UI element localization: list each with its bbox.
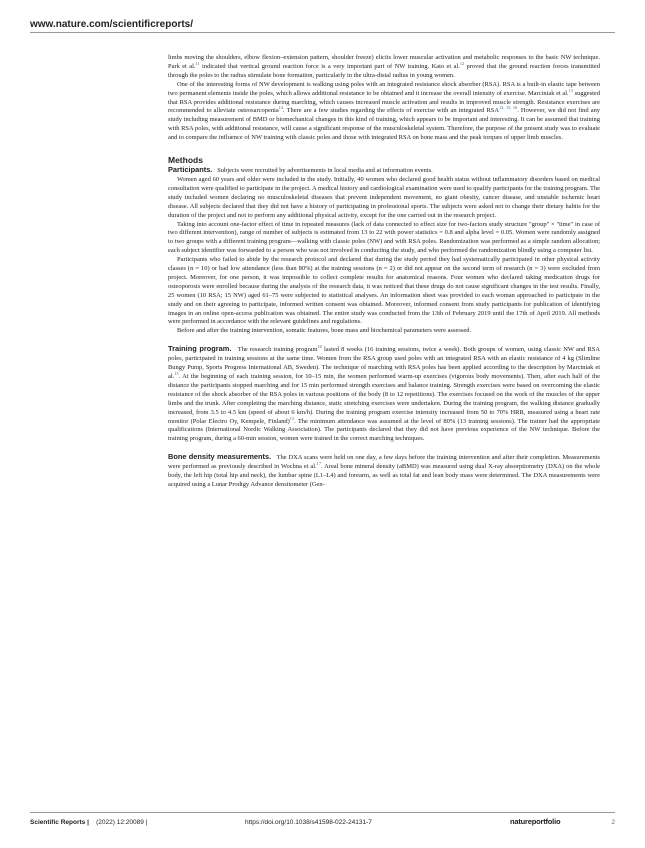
citation-link[interactable]: 11 xyxy=(195,60,200,66)
citation-link[interactable]: 13 xyxy=(174,371,179,376)
paragraph: Taking into account one-factor effect of time in repeated measures (lack of data connected to effect size for two-factors study structure "group" × "time" in case of two different intervention), range of number of subjects is estimated from 13 to 22 with power statistics = 0.8 and alpha level = 0.05. Women were randomly assigned to two groups with a different training program—walking with classic poles (NW) and with RSA poles. Randomization was performed as a simple random allocation; each subject identifier was forwarded to a person who was not involved in conducting the study, and who performed the randomization blindly using a computer list. xyxy=(168,220,600,255)
paragraph: limbs moving the shoulders, elbow flexion–extension pattern, shoulder freeze) elicits lower muscular activation and metabolic responses to the basic NW technique. Park et al.$^{11}$ indicated that vertical ground reaction force is a very important part of NW training. Kato et al.$^{12}$ proved that the ground reaction forces transmitted through the poles to the radius stimulate bone formation, particularly in the ultra-distal radius in young women. xyxy=(168,54,600,79)
paragraph: Before and after the training intervention, somatic features, bone mass and biochemical parameters were assessed. xyxy=(177,327,472,335)
article-body xyxy=(168,54,600,490)
paragraph: Participants who failed to abide by the research protocol and declared that during the study period they had systematically participated in other physical activity classes (n = 10) or had low attendance (less than 80%) at the training sessions (n = 2) or did not appear on the second term of research (n = 3) were excluded from project. Moreover, for one person, it was impossible to collect complete results for anatomical reasons. Four women who declared taking medication drugs for osteoporosis were enrolled because during the analysis of the research data, it was noticed that these drugs do not cause significant changes in the test results. Finally, 25 women (10 RSA; 15 NW) aged 61–75 were subjected to statistical analyses. An information sheet was provided to each woman approached to participate in the study and on their agreeing to participate, informed written consent was obtained. Moreover, informed consent from study participants for publication of identifying images in an online open-access publication was obtained. The entire study was conducted from the 13th of February 2019 until the 17th of April 2019. All methods were performed in accordance with the relevant guidelines and regulations. xyxy=(168,256,600,326)
page-header xyxy=(30,14,615,33)
paragraph: Training program. The research training program$^{16}$ lasted 8 weeks (16 training sessions, twice a week). Both groups of women, using classic NW and RSA poles, participated in training sessions at the same time. Women from the RSA group used poles with an integrated RSA with an elastic resistance of 4 kg (Slimline Bungy Pump, Sports Progress International AB, Sweden). The technique of marching with RSA poles has been applied according to the description by Marciniak et al.$^{13}$. At the beginning of each training session, for 10–15 min, the women performed warm-up exercises (vigorous body movements). Then, after each half of the distance the participants stopped marching and for 15 min performed strength exercises and balance training. Strength exercises were based on overcoming the elastic resistance of the shock absorber of the RSA poles in various positions of the body (8 to 12 repetitions). The exercises focused on the work of the muscles of the upper limbs and the trunk. After completing the marching distance, static stretching exercises were undertaken. During the training program, the walking distance gradually increased, from 3.5 to 4.5 km (speed of about 6 km/h). During the training program exercise intensity increased from 50 to 70% HRR, measured using a heart rate monitor (Polar Electro Oy, Kempele, Finland)$^{13}$. The minimum attendance was assumed at the level of 80% (13 training sessions). The trainer had the appropriate qualifications (International Nordic Walking Association). The participants declared that they did not have previous experience of the NW technique. Before the training program, during a 60-min session, women were trained in the correct marching techniques. xyxy=(168,344,601,443)
subsection-title: Bone density measurements. xyxy=(168,452,272,462)
citation-link[interactable]: 13 xyxy=(568,87,573,93)
paragraph: Participants. Subjects were recruited by advertisements in local media and at information events. xyxy=(168,165,433,175)
paragraph: Bone density measurements. The DXA scans were held on one day, a few days before the training intervention and after their completion. Measurements were performed as previously described in Wochna et al.$^{17}$. Areal bone mineral density (aBMD) was measured using dual X-ray absorptiometry (DXA) on the whole body, the left hip (total hip and neck), the lumbar spine (L1–L4) and forearm, as well as total fat and lean body mass were determined. The DXA measurements were acquired using a Lunar Prodigy Advance densitometer (Gen- xyxy=(168,452,600,488)
section-title: Methods xyxy=(168,155,203,166)
paragraph: Women aged 60 years and older were included in the study. Initially, 40 women who declared good health status without inflammatory disorders based on medical consultation were qualified to participate in the project. A medical history and cardiological examination were used to qualify participants for the training program. The study included women declaring no musculoskeletal diseases that prevent independent movement, no giant obesity, cancer disease, and unstable ischemic heart disease. All subjects declared that they did not have a history of participating in professional sports. The subjects were asked not to change their dietary habits for the duration of the project and not to perform any additional physical activity, except for the one carried out in the research project. xyxy=(168,175,600,219)
citation-link[interactable]: 13 xyxy=(289,415,295,421)
subsection-title: Training program. xyxy=(168,344,232,354)
citation-link[interactable]: 13, 15, 16 xyxy=(499,105,518,111)
citation-link[interactable]: 17 xyxy=(316,461,321,467)
doi-link[interactable]: https://doi.org/10.1038/s41598-022-24131-7 xyxy=(245,819,372,826)
page-number: 2 xyxy=(611,819,615,826)
citation-link[interactable]: 14 xyxy=(278,105,283,111)
publisher-logo: natureportfolio xyxy=(510,817,561,826)
citation-link[interactable]: 16 xyxy=(317,344,322,350)
site-url[interactable]: www.nature.com/scientificreports/ xyxy=(30,19,194,30)
page-footer xyxy=(30,812,615,827)
paragraph: One of the interesting forms of NW development is walking using poles with an integrated resistance shock absorber (RSA). RSA is a built-in elastic tape between two permanent elements inside the poles, which allows additional resistance to be obtained and it increase the overall intensity of exercise. Marciniak et al.$^{13}$ suggested that RSA provides additional resistance during marching, which causes increased muscle activation and results in improved muscle strength. Resistance exercises are recommended to alleviate osteosarcopenia$^{14}$. There are a few studies regarding the effects of exercise with an integrated RSA$^{13, 15, 16}$. However, we did not find any study including measurement of BMD or biomechanical changes in this kind of training, which appears to be important and interesting. It can be assumed that training with RSA poles, with additional resistance, will cause a significant response of the musculoskeletal system. Therefore, the purpose of the present study was to evaluate and to compare the influence of NW training with classic poles and those with integrated RSA on bone mass and the peak torques of upper limb muscles. xyxy=(168,80,601,142)
citation-link[interactable]: 12 xyxy=(459,60,465,66)
subsection-title: Participants. xyxy=(168,165,213,175)
journal-info: Scientific Reports | (2022) 12:20089 | xyxy=(30,819,148,826)
